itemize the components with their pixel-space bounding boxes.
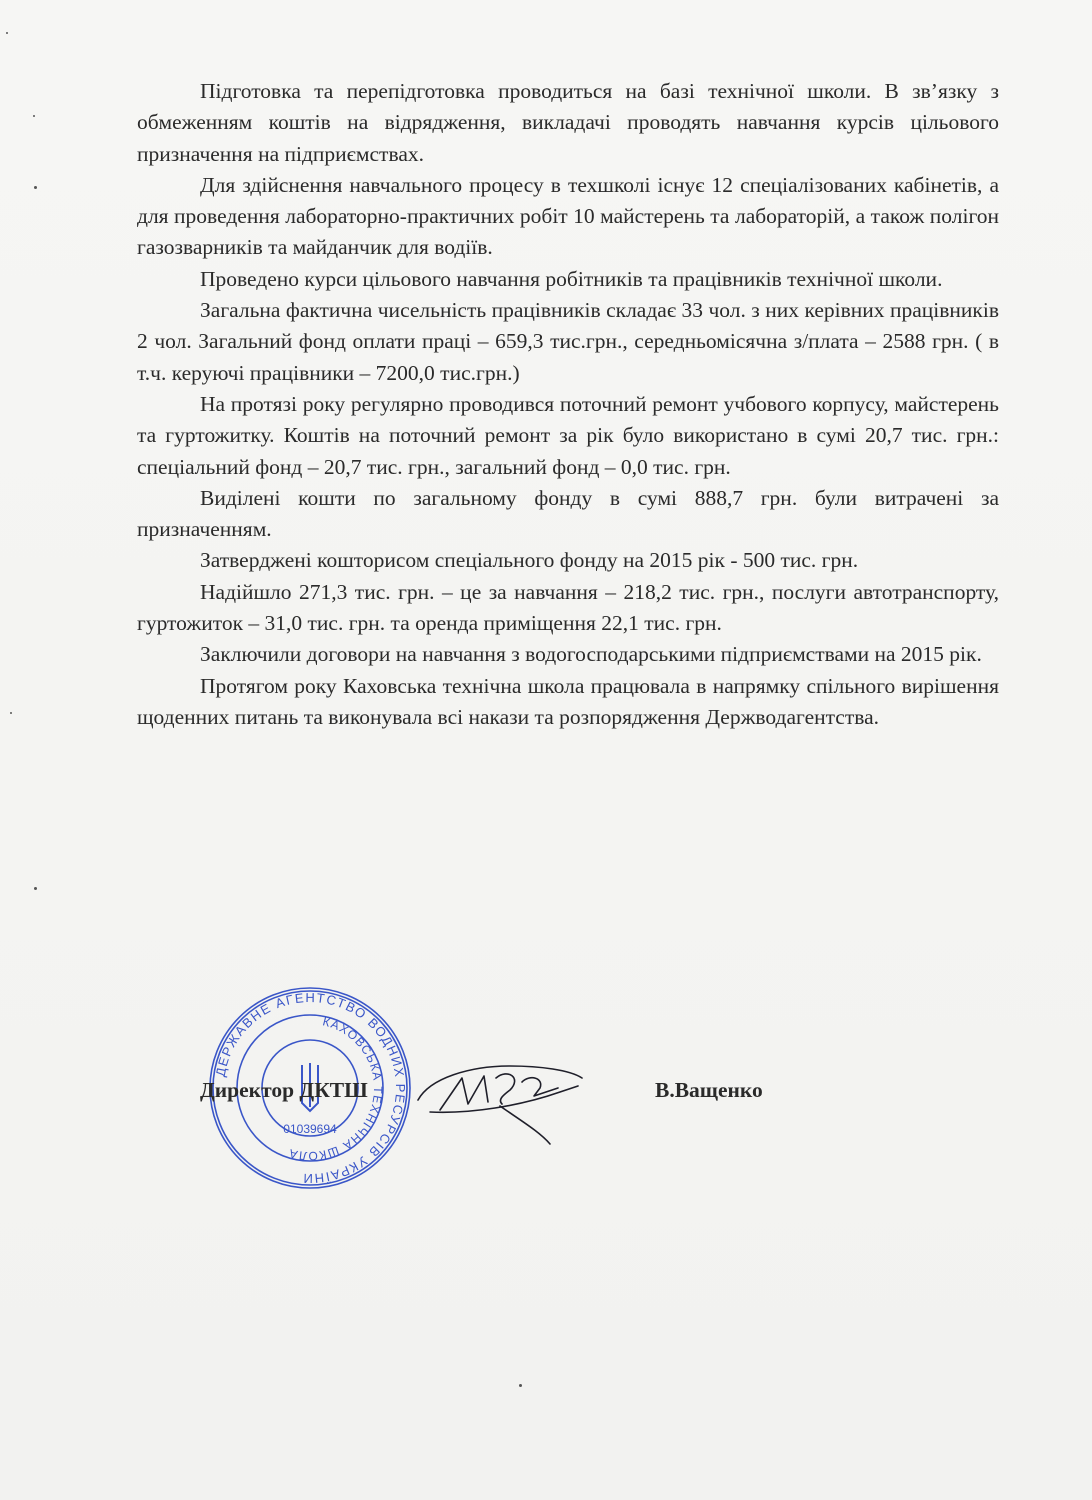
scan-speck (33, 115, 35, 117)
handwritten-signature (410, 1048, 590, 1148)
scan-speck (34, 186, 37, 189)
paragraph: Надійшло 271,3 тис. грн. – це за навчання – 218,2 тис. грн., послуги автотранспорту, гуртожиток – 31,0 тис. грн. та оренда приміщення 22,1 тис. грн. (137, 579, 999, 636)
stamp-outer-text: ДЕРЖАВНЕ АГЕНТСТВО ВОДНИХ РЕСУРСІВ УКРАЇНИ (212, 989, 409, 1187)
paragraph: Затверджені кошторисом спеціального фонду на 2015 рік - 500 тис. грн. (200, 548, 859, 573)
document-body (137, 76, 999, 733)
stamp-code: 01039694 (283, 1122, 337, 1136)
paragraph: Заключили договори на навчання з водогосподарськими підприємствами на 2015 рік. (200, 642, 982, 667)
paragraph: Для здійснення навчального процесу в техшколі існує 12 спеціалізованих кабінетів, а для проведення лабораторно-практичних робіт 10 майстерень та лабораторій, а також полігон газозварників та майданчик для водіїв. (137, 172, 999, 260)
paragraph: Протягом року Каховська технічна школа працювала в напрямку спільного вирішення щоденних питань та виконувала всі накази та розпорядження Держводагентства. (137, 673, 999, 729)
paragraph: Проведено курси цільового навчання робітників та працівників технічної школи. (200, 266, 943, 291)
paragraph: На протязі року регулярно проводився поточний ремонт учбового корпусу, майстерень та гуртожитку. Коштів на поточний ремонт за рік було використано в сумі 20,7 тис. грн.: спеціальний фонд – 20,7 тис. грн., загальний фонд – 0,0 тис. грн. (137, 391, 999, 479)
paragraph: Підготовка та перепідготовка проводиться на базі технічної школи. В зв’язку з обмеженням коштів на відрядження, викладачі проводять навчання курсів цільового призначення на підприємствах. (137, 79, 999, 166)
paragraph: Загальна фактична чисельність працівників складає 33 чол. з них керівних працівників 2 чол. Загальний фонд оплати праці – 659,3 тис.грн., середньомісячна з/плата – 2588 грн. ( в т.ч. керуючі працівники – 7200,0 тис.грн.) (137, 298, 999, 385)
scan-speck (6, 32, 8, 34)
scan-speck (519, 1384, 522, 1387)
signatory-title: Директор ДКТШ (200, 1078, 368, 1102)
signatory-name: В.Ващенко (655, 1078, 763, 1102)
scan-speck (10, 712, 12, 714)
paragraph: Виділені кошти по загальному фонду в сумі 888,7 грн. були витрачені за призначенням. (137, 485, 999, 542)
stamp-inner-text: КАХОВСЬКА ТЕХНІЧНА ШКОЛА (286, 1014, 386, 1164)
scan-speck (34, 887, 37, 890)
